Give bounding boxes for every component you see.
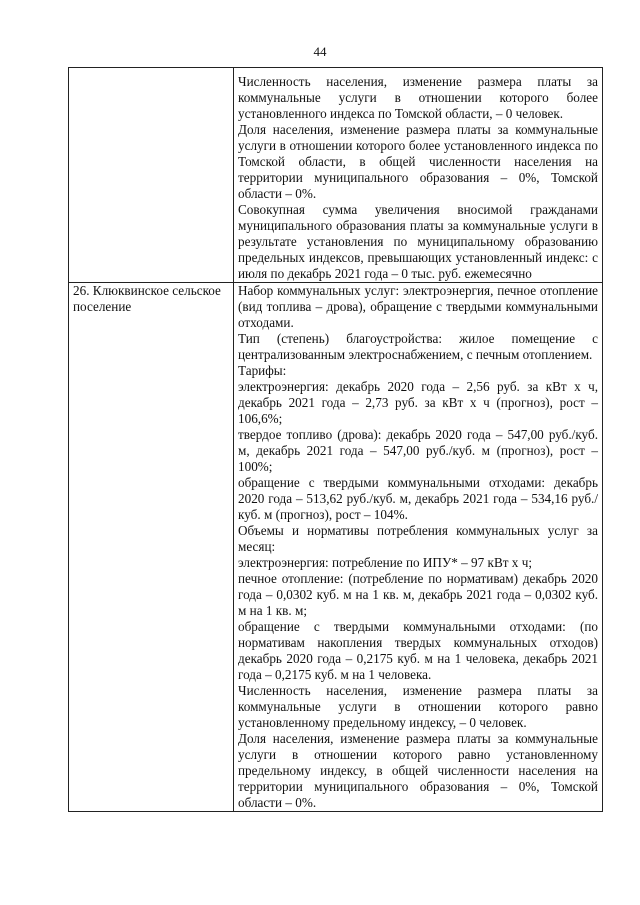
paragraph: Объемы и нормативы потребления коммунальных услуг за месяц: [238,523,598,554]
paragraph: обращение с твердыми коммунальными отходами: (по нормативам накопления твердых коммунальных отходов) декабрь 2020 года – 0,2175 куб. м на 1 человека, декабрь 2021 года – 0,2175 куб. м на 1 человека. [238,619,598,682]
municipality-cell [69,68,234,283]
paragraph: электроэнергия: потребление по ИПУ* – 97 кВт х ч; [238,555,532,570]
description-cell [234,283,603,812]
paragraph: твердое топливо (дрова): декабрь 2020 года – 547,00 руб./куб. м, декабрь 2021 года – 547,00 руб./куб. м (прогноз), рост – 100%; [238,427,598,474]
paragraph: Численность населения, изменение размера платы за коммунальные услуги в отношении которого более установленного индекса по Томской области, – 0 человек. [238,74,598,121]
paragraph: Доля населения, изменение размера платы за коммунальные услуги в отношении которого более установленного индекса по Томской области, в общей численности населения на территории муниципального образования – 0%, Томской области – 0%. [238,122,598,201]
paragraph: Доля населения, изменение размера платы за коммунальные услуги в отношении которого равно установленному предельному индексу, в общей численности населения на территории муниципального образования – 0%, Томской области – 0%. [238,731,598,810]
paragraph: Численность населения, изменение размера платы за коммунальные услуги в отношении которого равно установленному предельному индексу, – 0 человек. [238,683,598,730]
tariff-table [68,67,603,812]
paragraph: электроэнергия: декабрь 2020 года – 2,56 руб. за кВт х ч, декабрь 2021 года – 2,73 руб. за кВт х ч (прогноз), рост – 106,6%; [238,379,598,426]
description-cell [234,68,603,283]
paragraph: обращение с твердыми коммунальными отходами: декабрь 2020 года – 513,62 руб./куб. м, декабрь 2021 года – 534,16 руб./куб. м (прогноз), рост – 104%. [238,475,598,522]
paragraph: Тарифы: [238,363,287,378]
paragraph: Набор коммунальных услуг: электроэнергия, печное отопление (вид топлива – дрова), обращение с твердыми коммунальными отходами. [238,283,598,330]
page-number: 44 [313,44,327,59]
paragraph: Совокупная сумма увеличения вносимой гражданами муниципального образования платы за коммунальные услуги в результате установления по муниципальному образованию предельных индексов, превышающих установленный индекс: с июля по декабрь 2021 года – 0 тыс. руб. ежемесячно [238,202,598,281]
paragraph: печное отопление: (потребление по нормативам) декабрь 2020 года – 0,0302 куб. м на 1 кв. м, декабрь 2021 года – 0,0302 куб. м на 1 кв. м; [238,571,598,618]
municipality-name: 26. Клюквинское сельское поселение [73,283,221,314]
municipality-cell [69,283,234,812]
paragraph: Тип (степень) благоустройства: жилое помещение с централизованным электроснабжением, с печным отоплением. [238,331,598,362]
table-row [69,283,603,812]
table-row [69,68,603,283]
